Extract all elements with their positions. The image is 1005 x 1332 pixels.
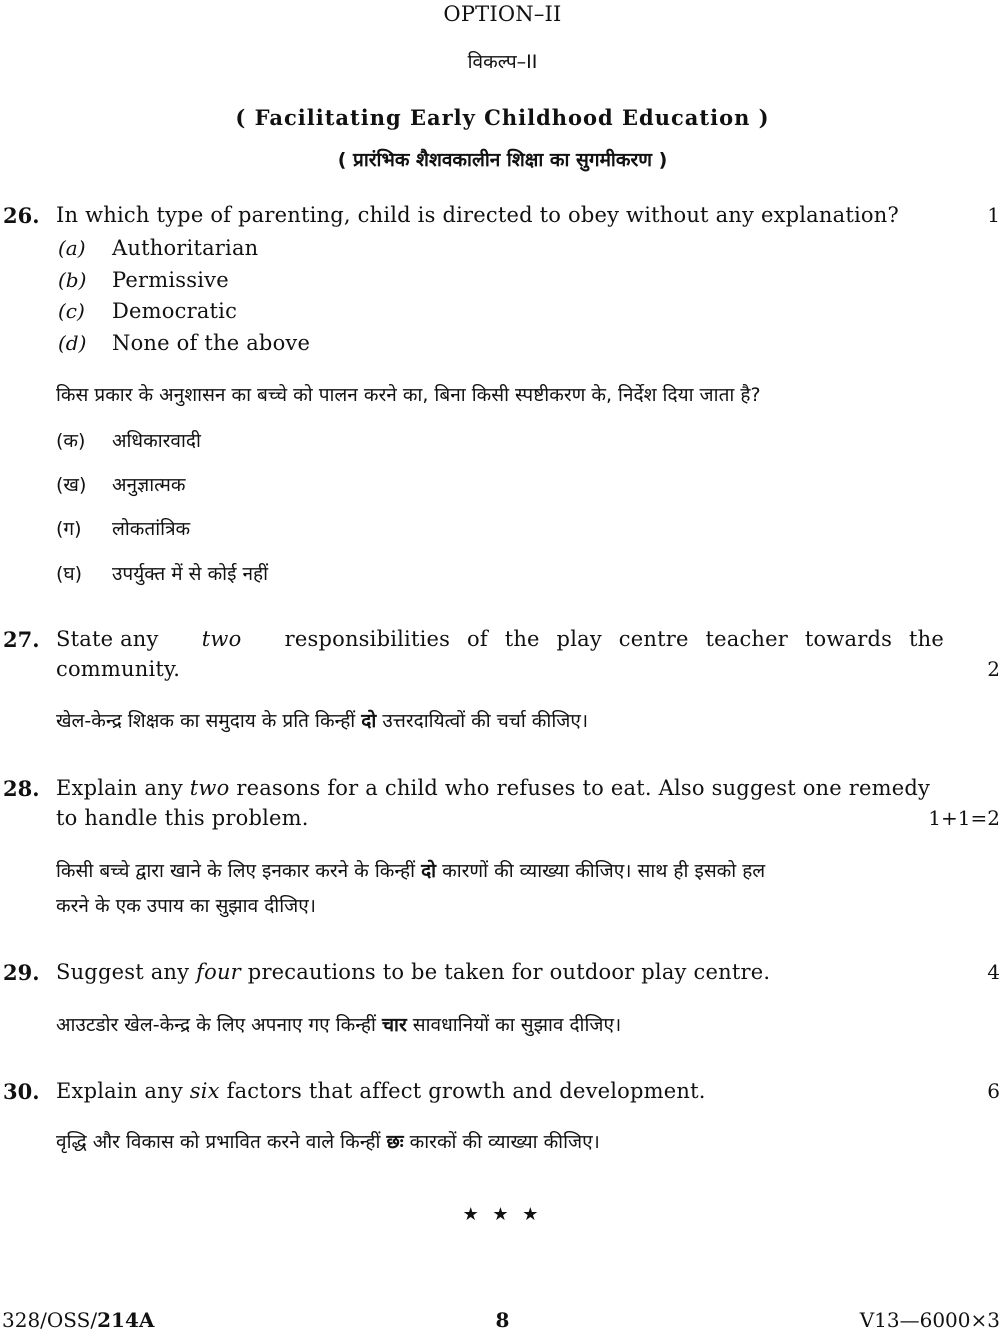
question-text: State any two responsibilities of the play centre teacher towards the — [56, 627, 944, 651]
question-marks: 1 — [987, 203, 1000, 227]
question-number: 28. — [3, 776, 40, 801]
subject-title: ( Facilitating Early Childhood Education ) — [235, 105, 770, 130]
question-text-hindi: वृद्धि और विकास को प्रभावित करने वाले किन्हीं छः कारकों की व्याख्या कीजिए। — [56, 1131, 600, 1153]
question-marks: 2 — [987, 657, 1000, 681]
question-marks: 1+1=2 — [928, 806, 1000, 830]
question-marks: 4 — [987, 960, 1000, 984]
subject-title-hindi: ( प्रारंभिक शैशवकालीन शिक्षा का सुगमीकरण ) — [337, 149, 668, 171]
option-text-hindi: उपर्युक्त में से कोई नहीं — [112, 563, 268, 585]
question-number: 30. — [3, 1079, 40, 1104]
option-title: OPTION–II — [443, 2, 562, 26]
option-label-hindi: (ग) — [56, 518, 82, 540]
end-of-paper-stars: ★ ★ ★ — [462, 1204, 543, 1225]
question-text-cont: community. — [56, 657, 181, 681]
option-label: (b) — [58, 268, 87, 292]
option-text: None of the above — [112, 331, 311, 355]
question-number: 27. — [3, 627, 40, 652]
option-text-hindi: अनुज्ञात्मक — [112, 474, 186, 496]
option-text: Democratic — [112, 299, 238, 323]
question-text-hindi: आउटडोर खेल-केन्द्र के लिए अपनाए गए किन्हीं चार सावधानियों का सुझाव दीजिए। — [56, 1014, 622, 1036]
question-text-hindi: किस प्रकार के अनुशासन का बच्चे को पालन करने का, बिना किसी स्पष्टीकरण के, निर्देश दिया जाता है? — [56, 384, 761, 406]
option-title-hindi: विकल्प–II — [467, 51, 538, 73]
page-number: 8 — [495, 1308, 510, 1332]
question-text: Suggest any four precautions to be taken for outdoor play centre. — [56, 960, 771, 984]
question-text-hindi-cont: करने के एक उपाय का सुझाव दीजिए। — [56, 895, 316, 917]
option-text-hindi: अधिकारवादी — [112, 430, 201, 452]
question-number: 29. — [3, 960, 40, 985]
question-text-hindi: किसी बच्चे द्वारा खाने के लिए इनकार करने के किन्हीं दो कारणों की व्याख्या कीजिए। साथ ही इसको हल — [56, 860, 766, 882]
option-text: Permissive — [112, 268, 229, 292]
paper-code: 328/OSS/214A — [2, 1308, 155, 1332]
question-marks: 6 — [987, 1079, 1000, 1103]
option-label: (a) — [58, 236, 86, 260]
option-label-hindi: (ख) — [56, 474, 87, 496]
question-text-cont: to handle this problem. — [56, 806, 309, 830]
option-label: (c) — [58, 299, 85, 323]
question-number: 26. — [3, 203, 40, 228]
option-text: Authoritarian — [112, 236, 259, 260]
question-text: Explain any two reasons for a child who refuses to eat. Also suggest one remedy — [56, 776, 931, 800]
question-text-hindi: खेल-केन्द्र शिक्षक का समुदाय के प्रति किन्हीं दो उत्तरदायित्वों की चर्चा कीजिए। — [56, 710, 589, 732]
option-label: (d) — [58, 331, 87, 355]
question-text: Explain any six factors that affect growth and development. — [56, 1079, 706, 1103]
option-label-hindi: (क) — [56, 430, 86, 452]
option-text-hindi: लोकतांत्रिक — [112, 518, 191, 540]
question-text: In which type of parenting, child is directed to obey without any explanation? — [56, 203, 899, 227]
option-label-hindi: (घ) — [56, 563, 83, 585]
print-version: V13—6000×3 — [859, 1308, 1000, 1332]
